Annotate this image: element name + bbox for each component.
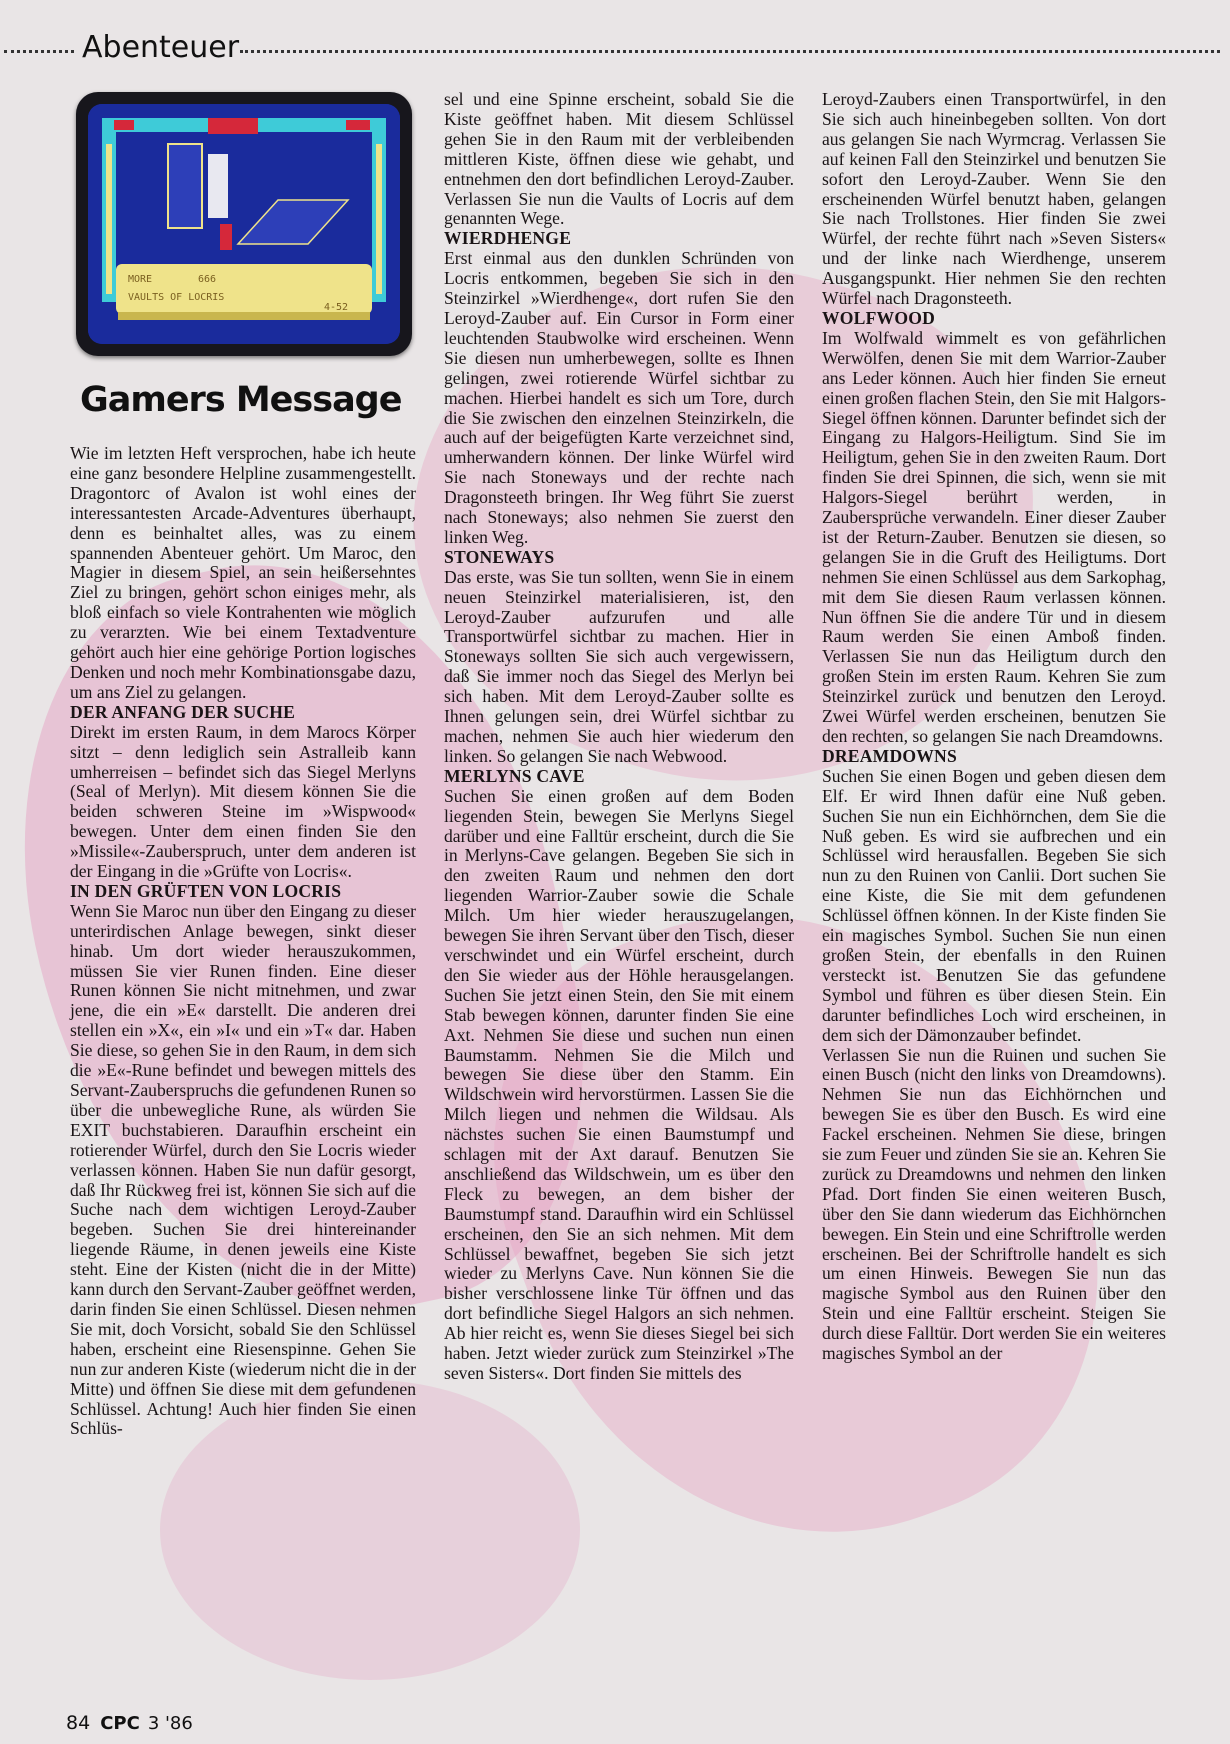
article-title: Gamers Message bbox=[80, 380, 402, 420]
hud-label-more: MORE bbox=[128, 274, 153, 285]
paragraph: Suchen Sie einen Bogen und geben diesen dem Elf. Er wird Ihnen dafür eine Nuß geben. Suchen Sie nun ein Eichhörnchen, dem Sie die Nuß geben. Es wird sie aufbrechen und ein Schlüssel wird herausfallen. Begeben Sie sich nun zu den Ruinen von Canlii. Dort suchen Sie eine Kiste, die Sie mit dem gefundenen Schlüssel öffnen können. In der Kiste finden Sie ein magisches Symbol. Suchen Sie nun einen großen Stein, der ebenfalls in den Ruinen versteckt ist. Benutzen Sie das gefundene Symbol und führen es über diesen Stein. Ein darunter befindliches Loch wird erscheinen, in dem sich der Dämonzauber befindet. bbox=[822, 765, 1166, 1045]
paragraph: Direkt im ersten Raum, in dem Marocs Körper sitzt – denn lediglich sein Astralleib kann umherreisen – befindet sich das Siegel Merlyns (Seal of Merlyn). Mit diesem können Sie die beiden schweren Steine im »Wispwood« bewegen. Unter dem einen finden Sie den »Missile«-Zauberspruch, unter dem anderen ist der Eingang in die »Grüfte von Locris«. bbox=[70, 721, 416, 882]
magazine-brand: CPC bbox=[100, 1713, 140, 1734]
paragraph: Im Wolfwald wimmelt es von gefährlichen Werwölfen, denen Sie mit dem Warrior-Zauber ans Leder können. Auch hier finden Sie erneut einen großen flachen Stein, den Sie mit Halgors-Siegel öffnen können. Darunter befindet sich der Eingang zu Halgors-Heiligtum. Sind Sie im Heiligtum, gehen Sie in den zweiten Raum. Dort finden Sie drei Spinnen, die sich, wenn sie mit Halgors-Siegel berührt werden, in Zaubersprüche verwandeln. Einer dieser Zauber ist der Return-Zauber. Benutzen sie diesen, so gelangen Sie in die Gruft des Heiligtums. Dort nehmen Sie einen Schlüssel aus dem Sarkophag, mit dem Sie diesen Raum verlassen können. Nun öffnen Sie die andere Tür und in diesem Raum werden Sie einen Amboß finden. Verlassen Sie nun das Heiligtum durch den großen Stein im ersten Raum. Kehren Sie zum Steinzirkel zurück und benutzen den Leroyd. Zwei Würfel werden erscheinen, benutzen Sie den rechten, so gelangen Sie nach Dreamdowns. bbox=[822, 327, 1166, 746]
paragraph: Erst einmal aus den dunklen Schründen von Locris entkommen, begeben Sie sich in den Steinzirkel »Wierdhenge«, dort rufen Sie den Leroyd-Zauber auf. Ein Cursor in Form einer leuchtenden Staubwolke wird erscheinen. Wenn Sie diesen nun umherbewegen, sollte es Ihnen gelingen, zwei rotierende Würfel sichtbar zu machen. Hierbei handelt es sich um Tore, durch die Sie zwischen den einzelnen Steinzirkeln, die auch auf der beigefügten Karte verzeichnet sind, umherwandern können. Der linke Würfel wird Sie nach Stoneways und der rechte nach Dragonsteeth bringen. Ihr Weg führt Sie zuerst nach Stoneways; also nehmen Sie zuerst den linken Weg. bbox=[444, 248, 794, 547]
section-heading: WOLFWOOD bbox=[822, 307, 936, 328]
section-heading: IN DEN GRÜFTEN VON LOCRIS bbox=[70, 880, 342, 901]
paragraph: Wie im letzten Heft versprochen, habe ich heute eine ganz besondere Helpline zusammengestellt. Dragontorc of Avalon ist wohl eines der interessantesten Arcade-Adventures überhaupt, denn es beinhaltet alles, was zu einem spannenden Abenteuer gehört. Um Maroc, den Magier in diesem Spiel, an sein heißersehntes Ziel zu bringen, gehört schon einiges mehr, als bloß einfach so viele Kontrahenten wie möglich zu verarzten. Wie bei einem Textadventure gehört auch hier eine gehörige Portion logisches Denken und noch mehr Kombinationsgabe dazu, um ans Ziel zu gelangen. bbox=[70, 443, 416, 702]
section-heading: STONEWAYS bbox=[444, 546, 555, 567]
page-footer bbox=[66, 1712, 193, 1734]
article-column-1 bbox=[70, 444, 416, 1439]
paragraph: Verlassen Sie nun die Ruinen und suchen Sie einen Busch (nicht den links von Dreamdowns). Nehmen Sie nun das Eichhörnchen und bewegen Sie es über den Busch. Es wird eine Fackel erscheinen. Nehmen Sie diese, bringen sie zum Feuer und zünden Sie sie an. Kehren Sie zurück zu Dreamdowns und nehmen den linken Pfad. Dort finden Sie einen weiteren Busch, über den Sie dann wiederum das Eichhörnchen bewegen. Ein Stein und eine Schriftrolle werden erscheinen. Bei der Schriftrolle handelt es sich um einen Hinweis. Bewegen Sie nun das magische Symbol aus den Ruinen über den Stein und eine Falltür erscheint. Steigen Sie durch diese Falltür. Dort werden Sie ein weiteres magisches Symbol an der bbox=[822, 1044, 1166, 1364]
section-heading: WIERDHENGE bbox=[444, 228, 572, 249]
section-heading: DREAMDOWNS bbox=[822, 745, 957, 766]
paragraph: Suchen Sie einen großen auf dem Boden liegenden Stein, bewegen Sie Merlyns Siegel darüber und eine Falltür erscheint, durch die Sie in Merlyns-Cave gelangen. Begeben Sie sich in den zweiten Raum und nehmen den dort liegenden Warrior-Zauber sowie die Schale Milch. Um hier wieder herauszugelangen, bewegen Sie ihren Servant über den Tisch, dieser verschwindet und ein Würfel erscheint, durch den Sie wieder aus der Höhle herausgelangen. Suchen Sie jetzt einen Stein, den Sie mit einem Stab bewegen können, darunter finden Sie eine Axt. Nehmen Sie diese und suchen nun einen Baumstamm. Nehmen Sie die Milch und bewegen Sie diese über den Stamm. Ein Wildschwein wird hervorstürmen. Lassen Sie die Milch liegen und nehmen die Wildsau. Als nächstes suchen Sie einen Baumstumpf und schlagen mit der Axt darauf. Benutzen Sie anschließend das Wildschwein, um es über den Fleck zu bewegen, an dem bisher der Baumstumpf stand. Daraufhin wird ein Schlüssel erscheinen, den Sie an sich nehmen. Mit dem Schlüssel bewaffnet, begeben Sie sich jetzt wieder zu Merlyns Cave. Nun können Sie die bisher verschlossene linke Tür öffnen und das dort befindliche Siegel Halgors an sich nehmen. Ab hier reicht es, wenn Sie dieses Siegel bei sich haben. Jetzt wieder zurück zum Steinzirkel »The seven Sisters«. Dort finden Sie mittels des bbox=[444, 785, 794, 1383]
paragraph: Das erste, was Sie tun sollten, wenn Sie in einem neuen Steinzirkel materialisieren, ist, den Leroyd-Zauber aufzurufen und alle Transportwürfel sichtbar zu machen. Hier in Stoneways sollten Sie sich auch vergewissern, daß Sie immer noch das Siegel des Merlyn bei sich haben. Mit dem Leroyd-Zauber sollte es Ihnen gelungen sein, drei Würfel sichtbar zu machen, nehmen Sie auch hier wiederum den linken. So gelangen Sie nach Webwood. bbox=[444, 566, 794, 766]
section-heading: DER ANFANG DER SUCHE bbox=[70, 701, 296, 722]
article-column-2 bbox=[444, 90, 794, 1384]
hud-label-score: 666 bbox=[198, 274, 217, 285]
game-scene-svg bbox=[88, 104, 400, 344]
paragraph: Wenn Sie Maroc nun über den Eingang zu dieser unterirdischen Anlage bewegen, sinkt dieser hinab. Um dort wieder herauszukommen, müssen Sie vier Runen finden. Eine dieser Runen können Sie nicht mitnehmen, und zwar jene, die ein »E« darstellt. Die anderen drei stellen ein »X«, ein »I« und ein »T« dar. Haben Sie diese, so gehen Sie in den Raum, in dem sich die »E«-Rune befindet und bewegen mittels des Servant-Zauberspruchs die gefundenen Runen so über die unbewegliche Rune, als würden Sie EXIT buchstabieren. Daraufhin erscheint ein rotierender Würfel, durch den Sie Locris wieder verlassen können. Haben Sie nun dafür gesorgt, daß Ihr Rückweg frei ist, können Sie sich auf die Suche nach dem wichtigen Leroyd-Zauber begeben. Suchen Sie drei hintereinander liegende Räume, in denen jeweils eine Kiste steht. Eine der Kisten (nicht die in der Mitte) kann durch den Servant-Zauber geöffnet werden, darin finden Sie einen Schlüssel. Diesen nehmen Sie mit, doch Vorsicht, sobald Sie den Schlüssel haben, erscheint eine Riesenspinne. Gehen Sie nun zur anderen Kiste (wiederum nicht die in der Mitte) und öffnen Sie diese mit dem gefundenen Schlüssel. Achtung! Auch hier finden Sie einen Schlüs- bbox=[70, 900, 416, 1439]
page-number: 84 bbox=[66, 1712, 91, 1734]
dotted-rule-left bbox=[4, 50, 74, 53]
section-heading: MERLYNS CAVE bbox=[444, 765, 585, 786]
paragraph: Leroyd-Zaubers einen Transportwürfel, in den Sie sich auch hineinbegeben sollten. Von dort aus gelangen Sie nach Wyrmcrag. Verlassen Sie auf keinen Fall den Steinzirkel und benutzen Sie sofort den Leroyd-Zauber. Wenn Sie den erscheinenden Würfel benutzt haben, gelangen Sie nach Trollstones. Hier finden Sie zwei Würfel, der rechte führt nach »Seven Sisters« und der linke nach Wierdhenge, unserem Ausgangspunkt. Hier nehmen Sie den rechten Würfel nach Dragonsteeth. bbox=[822, 89, 1166, 309]
game-screenshot-frame bbox=[76, 92, 412, 356]
hud-location: VAULTS OF LOCRIS bbox=[128, 292, 225, 303]
game-screenshot bbox=[88, 104, 400, 344]
issue-number: 3 '86 bbox=[147, 1713, 193, 1734]
paragraph: sel und eine Spinne erscheint, sobald Sie die Kiste geöffnet haben. Mit diesem Schlüssel gehen Sie in den Raum mit der verbleibenden mittleren Kiste, öffnen diese wie gehabt, und entnehmen den dort befindlichen Leroyd-Zauber. Verlassen Sie nun die Vaults of Locris auf dem genannten Wege. bbox=[444, 89, 794, 229]
hud-counter: 4-52 bbox=[324, 302, 349, 313]
section-label: Abenteuer bbox=[82, 30, 240, 65]
dotted-rule-right bbox=[240, 50, 1220, 53]
article-column-3 bbox=[822, 90, 1166, 1364]
